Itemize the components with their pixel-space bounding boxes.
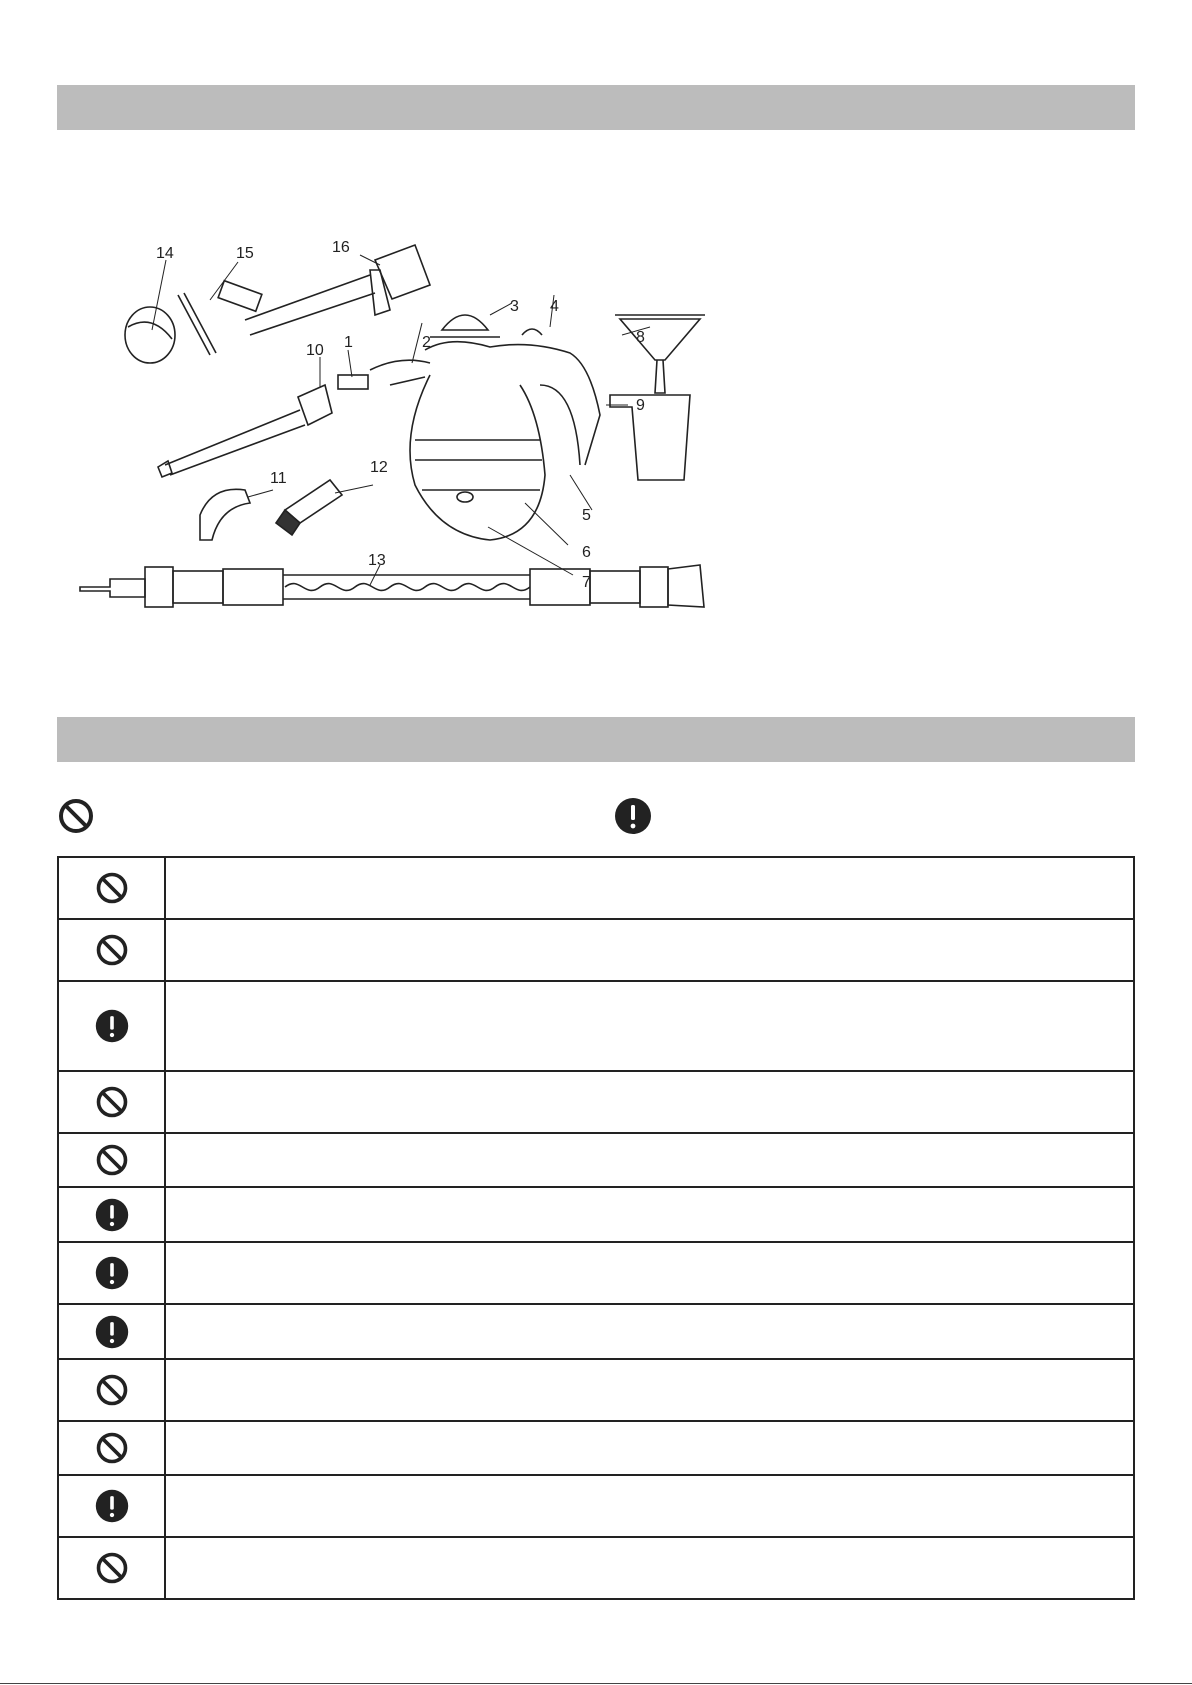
callout-10: 10 [306, 342, 324, 359]
caution-icon [94, 1488, 130, 1524]
table-cell-text [165, 1304, 1134, 1359]
prohibition-icon [94, 1430, 130, 1466]
callout-12: 12 [370, 459, 388, 476]
table-row [58, 1359, 1134, 1421]
callout-15: 15 [236, 245, 254, 262]
table-row [58, 1421, 1134, 1475]
section-header-bar-parts [57, 85, 1135, 130]
product-parts-diagram [70, 235, 790, 655]
section-header-bar-safety [57, 717, 1135, 762]
table-cell-text [165, 1359, 1134, 1421]
table-row [58, 1071, 1134, 1133]
table-cell-text [165, 1475, 1134, 1537]
callout-8: 8 [636, 329, 645, 346]
part-11-angled-nozzle [200, 489, 250, 540]
callout-9: 9 [636, 397, 645, 414]
table-cell-text [165, 981, 1134, 1071]
table-cell-text [165, 1133, 1134, 1187]
callout-4: 4 [550, 298, 559, 315]
caution-icon [613, 796, 653, 836]
table-cell-text [165, 1242, 1134, 1304]
steamer-body [370, 315, 600, 540]
caution-icon [94, 1255, 130, 1291]
table-cell-text [165, 1421, 1134, 1475]
table-row [58, 1133, 1134, 1187]
table-row [58, 981, 1134, 1071]
table-row [58, 1304, 1134, 1359]
table-cell-text [165, 919, 1134, 981]
safety-table [57, 856, 1135, 1600]
table-row [58, 1187, 1134, 1242]
table-cell-text [165, 1071, 1134, 1133]
table-row [58, 919, 1134, 981]
prohibition-icon [94, 1084, 130, 1120]
prohibition-icon [56, 796, 96, 836]
part-16-extension-nozzle [245, 245, 430, 335]
part-8-funnel [615, 315, 705, 393]
prohibition-icon [94, 1550, 130, 1586]
caution-icon [94, 1314, 130, 1350]
caution-icon [94, 1197, 130, 1233]
callout-6: 6 [582, 544, 591, 561]
callout-13: 13 [368, 552, 386, 569]
part-1-connector [338, 375, 368, 389]
table-row [58, 1242, 1134, 1304]
prohibition-icon [94, 932, 130, 968]
caution-icon [94, 1008, 130, 1044]
callout-7: 7 [582, 574, 591, 591]
callout-16: 16 [332, 239, 350, 256]
table-cell-text [165, 857, 1134, 919]
part-9-measuring-cup [610, 395, 690, 480]
callout-leaders [152, 255, 650, 585]
callout-1: 1 [344, 334, 353, 351]
callout-11: 11 [270, 470, 287, 487]
table-row [58, 857, 1134, 919]
table-row [58, 1537, 1134, 1599]
table-row [58, 1475, 1134, 1537]
table-cell-text [165, 1187, 1134, 1242]
callout-5: 5 [582, 507, 591, 524]
page-bottom-rule [0, 1683, 1192, 1684]
prohibition-icon [94, 870, 130, 906]
callout-3: 3 [510, 298, 519, 315]
part-13-hose [80, 565, 704, 607]
prohibition-icon [94, 1142, 130, 1178]
part-12-brush [276, 480, 342, 535]
table-cell-text [165, 1537, 1134, 1599]
callout-2: 2 [422, 334, 431, 351]
part-10-jet-nozzle [158, 385, 332, 477]
part-14-cloth [125, 307, 175, 363]
callout-14: 14 [156, 245, 174, 262]
prohibition-icon [94, 1372, 130, 1408]
